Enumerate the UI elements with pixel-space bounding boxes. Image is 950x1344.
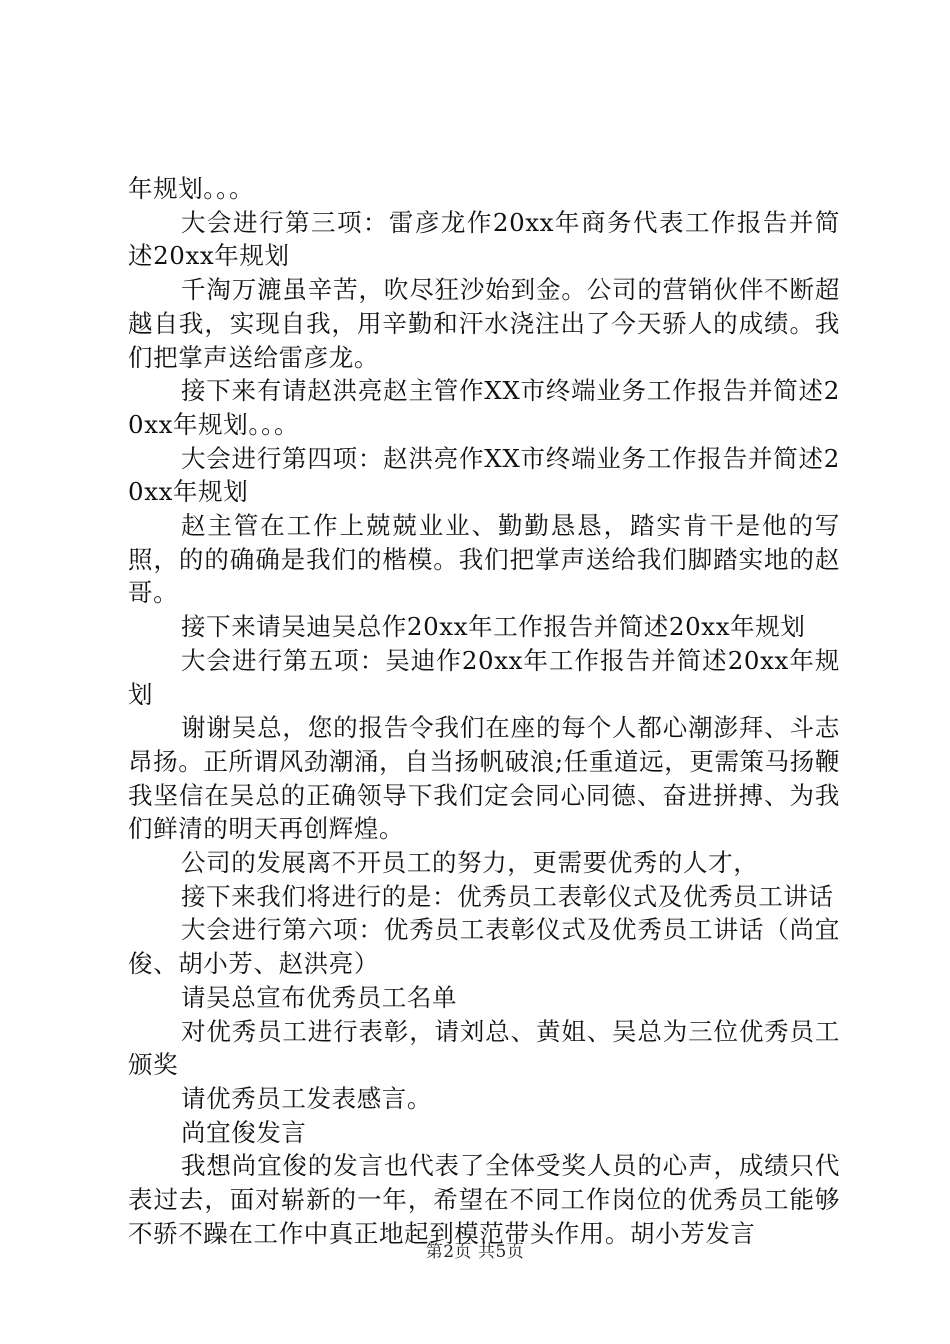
paragraph: 大会进行第六项：优秀员工表彰仪式及优秀员工讲话（尚宜俊、胡小芳、赵洪亮）	[128, 915, 840, 979]
paragraph: 请优秀员工发表感言。	[181, 1083, 432, 1113]
paragraph: 我想尚宜俊的发言也代表了全体受奖人员的心声，成绩只代表过去，面对崭新的一年，希望在不同工作岗位的优秀员工能够不骄不躁在工作中真正地起到模范带头作用。胡小芳发言	[128, 1151, 840, 1248]
paragraph: 尚宜俊发言	[181, 1117, 307, 1147]
page-number-footer: 第2页 共5页	[425, 1242, 525, 1262]
paragraph: 公司的发展离不开员工的努力，更需要优秀的人才，	[181, 848, 759, 878]
document-body	[128, 172, 840, 1251]
paragraph: 大会进行第三项：雷彦龙作20xx年商务代表工作报告并简述20xx年规划	[128, 207, 840, 271]
paragraph: 请吴总宣布优秀员工名单	[181, 982, 458, 1012]
paragraph: 谢谢吴总，您的报告令我们在座的每个人都心潮澎拜、斗志昂扬。正所谓风劲潮涌，自当扬帆破浪;任重道远，更需策马扬鞭我坚信在吴总的正确领导下我们定会同心同德、奋进拼搏、为我们鲜清的明天再创辉煌。	[128, 713, 840, 844]
paragraph: 赵主管在工作上兢兢业业、勤勤恳恳，踏实肯干是他的写照，的的确确是我们的楷模。我们把掌声送给我们脚踏实地的赵哥。	[128, 511, 840, 608]
paragraph: 大会进行第五项：吴迪作20xx年工作报告并简述20xx年规划	[128, 645, 840, 709]
paragraph: 对优秀员工进行表彰，请刘总、黄姐、吴总为三位优秀员工颁奖	[128, 1016, 840, 1080]
paragraph: 年规划。。。	[128, 174, 255, 203]
paragraph: 接下来请吴迪吴总作20xx年工作报告并简述20xx年规划	[181, 612, 806, 642]
paragraph: 接下来有请赵洪亮赵主管作XX市终端业务工作报告并简述20xx年规划。。。	[128, 376, 840, 439]
paragraph: 大会进行第四项：赵洪亮作XX市终端业务工作报告并简述20xx年规划	[128, 443, 840, 507]
paragraph: 千淘万漉虽辛苦，吹尽狂沙始到金。公司的营销伙伴不断超越自我，实现自我，用辛勤和汗水浇注出了今天骄人的成绩。我们把掌声送给雷彦龙。	[128, 275, 840, 372]
paragraph: 接下来我们将进行的是：优秀员工表彰仪式及优秀员工讲话	[181, 881, 834, 911]
